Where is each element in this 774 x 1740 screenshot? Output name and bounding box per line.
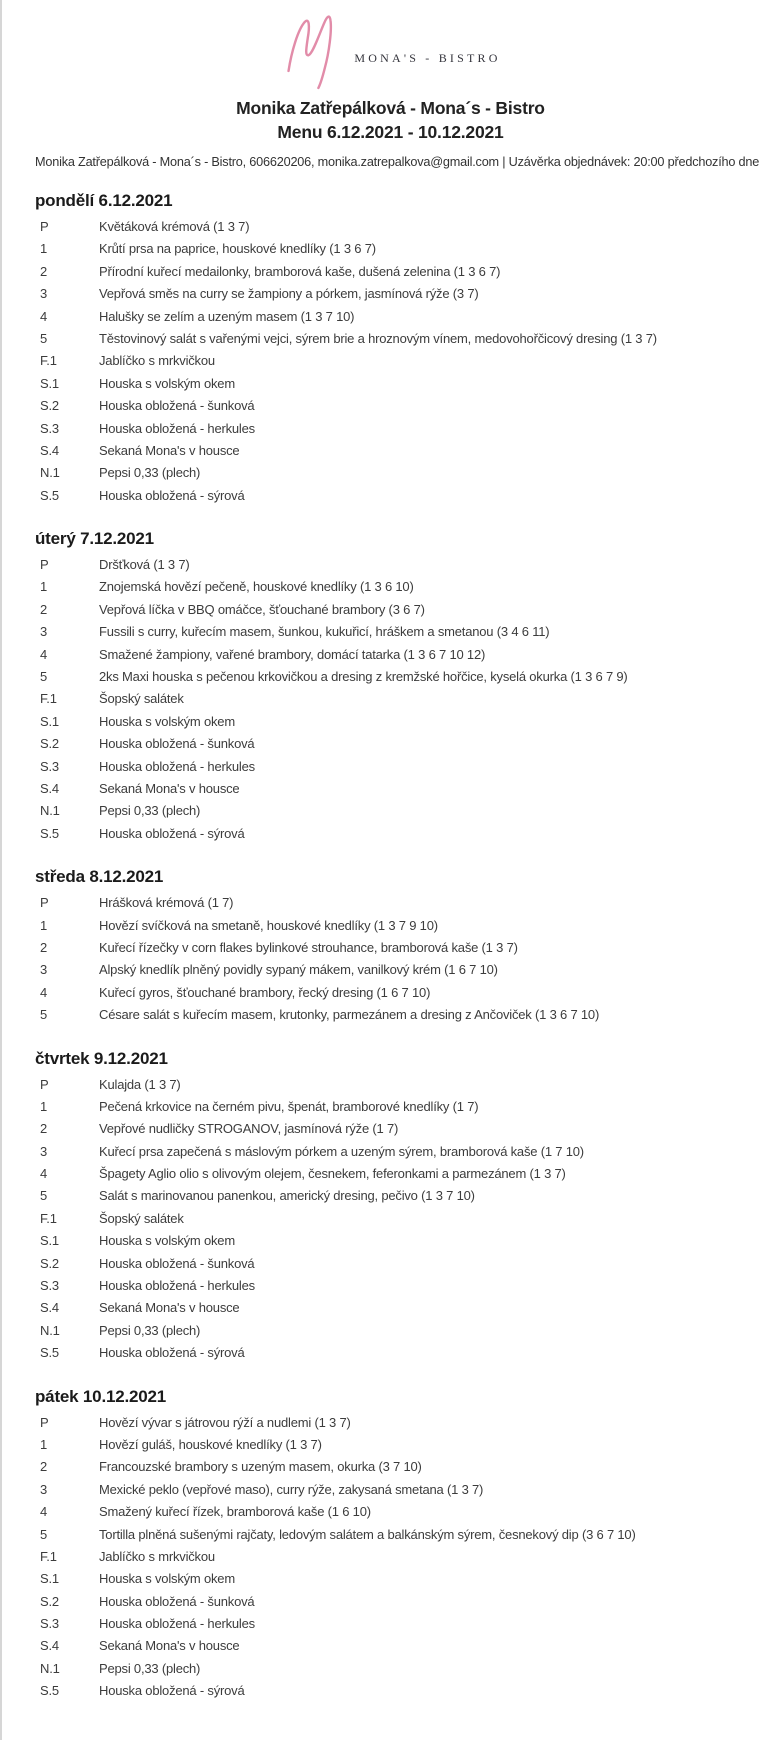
menu-row	[35, 915, 746, 937]
menu-row-code: P	[40, 1076, 49, 1092]
menu-row-description: Francouzské brambory s uzeným masem, okurka (3 7 10)	[99, 1459, 422, 1475]
day-title: pátek 10.12.2021	[35, 1386, 167, 1406]
menu-row-code: 2	[40, 263, 48, 279]
menu-row-description: Sekaná Mona's v housce	[99, 442, 240, 458]
menu-row-code: 4	[40, 1504, 48, 1520]
day-section	[35, 528, 746, 845]
logo	[35, 0, 746, 96]
menu-row-description: Květáková krémová (1 3 7)	[99, 219, 250, 234]
menu-row-code: 4	[40, 308, 48, 324]
menu-row	[35, 576, 746, 598]
menu-row-description: 2ks Maxi houska s pečenou krkovičkou a dresing z kremžské hořčice, kyselá okurka (1 3 6 7 9)	[99, 669, 628, 685]
menu-row-description: Smažené žampiony, vařené brambory, domácí tatarka (1 3 6 7 10 12)	[99, 646, 486, 662]
menu-row	[35, 1320, 746, 1342]
menu-row-description: Kulajda (1 3 7)	[99, 1076, 181, 1092]
menu-row-code: N.1	[40, 1660, 60, 1676]
menu-row-description: Kuřecí gyros, šťouchané brambory, řecký dresing (1 6 7 10)	[99, 984, 431, 1000]
menu-row-description: Halušky se zelím a uzeným masem (1 3 7 10)	[99, 308, 355, 324]
menu-row	[35, 823, 746, 845]
menu-row-description: Houska obložená - sýrová	[99, 825, 245, 841]
menu-row-code: S.1	[40, 1233, 59, 1249]
menu-row-code: 2	[40, 1459, 48, 1475]
menu-row-description: Césare salát s kuřecím masem, krutonky, parmezánem a dresing z Ančoviček (1 3 6 7 10)	[99, 1007, 600, 1023]
menu-row-description: Salát s marinovanou panenkou, americký dresing, pečivo (1 3 7 10)	[99, 1188, 475, 1204]
menu-row-description: Hrášková krémová (1 7)	[99, 895, 234, 911]
day-title: čtvrtek 9.12.2021	[35, 1048, 168, 1068]
menu-row-code: 2	[40, 601, 48, 617]
menu-row-description: Houska obložená - šunková	[99, 1593, 255, 1609]
menu-row-description: Pepsi 0,33 (plech)	[99, 1660, 201, 1676]
menu-row	[35, 599, 746, 621]
menu-row	[35, 1658, 746, 1680]
menu-row-code: S.4	[40, 780, 59, 796]
menu-row	[35, 395, 746, 417]
menu-row	[35, 283, 746, 305]
menu-row	[35, 1680, 746, 1702]
menu-row-description: Houska obložená - šunková	[99, 398, 255, 414]
day-title: středa 8.12.2021	[35, 867, 164, 887]
menu-row	[35, 1208, 746, 1230]
menu-row	[35, 644, 746, 666]
menu-row-code: S.1	[40, 1571, 59, 1587]
menu-row-code: 1	[40, 917, 48, 933]
menu-row	[35, 1546, 746, 1568]
menu-row	[35, 1074, 746, 1096]
menu-row	[35, 778, 746, 800]
menu-row	[35, 711, 746, 733]
menu-row	[35, 892, 746, 914]
menu-row-code: 5	[40, 1007, 48, 1023]
day-rows	[35, 1412, 746, 1703]
menu-row	[35, 1297, 746, 1319]
menu-row-code: P	[40, 1414, 49, 1430]
menu-row	[35, 216, 746, 238]
menu-row	[35, 1342, 746, 1364]
menu-row-code: S.2	[40, 398, 59, 414]
menu-row-code: P	[40, 557, 49, 573]
menu-row-description: Kuřecí řízečky v corn flakes bylinkové strouhance, bramborová kaše (1 3 7)	[99, 939, 518, 955]
menu-row-description: Houska s volským okem	[99, 1571, 235, 1587]
menu-row-description: Houska s volským okem	[99, 375, 235, 391]
menu-row	[35, 800, 746, 822]
menu-row-description: Pepsi 0,33 (plech)	[99, 1322, 201, 1338]
menu-row-code: S.5	[40, 1683, 59, 1699]
menu-row-code: S.4	[40, 1638, 59, 1654]
menu-row-description: Sekaná Mona's v housce	[99, 1300, 240, 1316]
menu-row-description: Houska obložená - sýrová	[99, 487, 245, 503]
menu-row-code: S.5	[40, 487, 59, 503]
menu-row-description: Houska s volským okem	[99, 713, 235, 729]
menu-row	[35, 1412, 746, 1434]
menu-row-description: Hovězí svíčková na smetaně, houskové knedlíky (1 3 7 9 10)	[99, 917, 438, 933]
menu-row-description: Vepřová směs na curry se žampiony a pórkem, jasmínová rýže (3 7)	[99, 286, 479, 302]
day-title: úterý 7.12.2021	[35, 529, 154, 549]
menu-row-code: 5	[40, 669, 48, 685]
menu-row-description: Houska obložená - šunková	[99, 1255, 255, 1271]
menu-days	[35, 190, 746, 1703]
menu-row-code: S.3	[40, 1616, 59, 1632]
menu-row-description: Houska s volským okem	[99, 1233, 235, 1249]
menu-row-code: S.5	[40, 1345, 59, 1361]
menu-row	[35, 1275, 746, 1297]
menu-row-code: F.1	[40, 691, 57, 707]
menu-row-description: Hovězí guláš, houskové knedlíky (1 3 7)	[99, 1436, 322, 1452]
menu-row	[35, 621, 746, 643]
brand-wordmark: MONA'S - BISTRO	[354, 50, 501, 65]
menu-row	[35, 688, 746, 710]
menu-row-code: S.1	[40, 713, 59, 729]
menu-row	[35, 1635, 746, 1657]
menu-row-description: Sekaná Mona's v housce	[99, 1638, 240, 1654]
menu-row	[35, 1591, 746, 1613]
menu-row-code: N.1	[40, 803, 60, 819]
menu-row	[35, 756, 746, 778]
page-title-line1: Monika Zatřepálková - Mona´s - Bistro	[236, 98, 545, 118]
menu-row	[35, 238, 746, 260]
menu-row-code: 1	[40, 579, 48, 595]
menu-row-description: Kuřecí prsa zapečená s máslovým pórkem a uzeným sýrem, bramborová kaše (1 7 10)	[99, 1143, 584, 1159]
menu-row-code: F.1	[40, 1548, 57, 1564]
contact-line: Monika Zatřepálková - Mona´s - Bistro, 606620206, monika.zatrepalkova@gmail.com | Uzávěrka objednávek: 20:00 předchozího dne	[35, 155, 760, 169]
menu-row-code: S.3	[40, 758, 59, 774]
menu-row-description: Šopský salátek	[99, 1210, 184, 1226]
menu-row-description: Houska obložená - herkules	[99, 1278, 255, 1294]
menu-row-code: 4	[40, 984, 48, 1000]
day-title: pondělí 6.12.2021	[35, 191, 173, 210]
menu-row	[35, 959, 746, 981]
menu-row-code: F.1	[40, 353, 57, 369]
menu-row	[35, 1524, 746, 1546]
menu-row-code: 2	[40, 1121, 48, 1137]
menu-row-code: 4	[40, 646, 48, 662]
menu-row-code: S.4	[40, 1300, 59, 1316]
menu-row-code: 5	[40, 1188, 48, 1204]
menu-row	[35, 1096, 746, 1118]
menu-row	[35, 350, 746, 372]
menu-row-description: Houska obložená - herkules	[99, 758, 255, 774]
menu-row-description: Pečená krkovice na černém pivu, špenát, bramborové knedlíky (1 7)	[99, 1098, 479, 1114]
menu-row-description: Vepřová líčka v BBQ omáčce, šťouchané brambory (3 6 7)	[99, 601, 425, 617]
menu-row-code: P	[40, 219, 49, 234]
menu-row	[35, 1185, 746, 1207]
menu-row-code: S.2	[40, 1255, 59, 1271]
menu-row-code: 3	[40, 286, 48, 302]
menu-row-code: 3	[40, 1143, 48, 1159]
menu-row-description: Špagety Aglio olio s olivovým olejem, česnekem, feferonkami a parmezánem (1 3 7)	[99, 1166, 566, 1182]
menu-row-code: 5	[40, 1526, 48, 1542]
menu-row	[35, 1434, 746, 1456]
menu-row	[35, 328, 746, 350]
menu-row-description: Šopský salátek	[99, 691, 184, 707]
menu-row-description: Jablíčko s mrkvičkou	[99, 353, 215, 369]
menu-row	[35, 1456, 746, 1478]
menu-row	[35, 733, 746, 755]
menu-row	[35, 485, 746, 507]
menu-row-code: S.1	[40, 375, 59, 391]
menu-row-description: Houska obložená - sýrová	[99, 1345, 245, 1361]
menu-row-description: Pepsi 0,33 (plech)	[99, 465, 201, 481]
menu-row-description: Pepsi 0,33 (plech)	[99, 803, 201, 819]
menu-row	[35, 1141, 746, 1163]
menu-row	[35, 1004, 746, 1026]
menu-document	[2, 0, 774, 1703]
menu-row-code: N.1	[40, 1322, 60, 1338]
menu-row-code: 1	[40, 1436, 48, 1452]
menu-row-code: S.2	[40, 1593, 59, 1609]
menu-row-code: 1	[40, 241, 48, 257]
page-title-line2: Menu 6.12.2021 - 10.12.2021	[277, 122, 504, 142]
menu-row	[35, 1253, 746, 1275]
menu-row-description: Jablíčko s mrkvičkou	[99, 1548, 215, 1564]
menu-row-code: P	[40, 895, 49, 911]
menu-row-description: Alpský knedlík plněný povidly sypaný mákem, vanilkový krém (1 6 7 10)	[99, 962, 498, 978]
menu-row	[35, 440, 746, 462]
menu-row-description: Těstovinový salát s vařenými vejci, sýrem brie a hroznovým vínem, medovohořčicový dresing (1 3 7)	[99, 330, 657, 346]
menu-row-description: Znojemská hovězí pečeně, houskové knedlíky (1 3 6 10)	[99, 579, 414, 595]
menu-row	[35, 1568, 746, 1590]
menu-row-code: 1	[40, 1098, 48, 1114]
menu-row	[35, 261, 746, 283]
day-section	[35, 866, 746, 1026]
day-rows	[35, 892, 746, 1026]
menu-row-description: Přírodní kuřecí medailonky, bramborová kaše, dušená zelenina (1 3 6 7)	[99, 263, 501, 279]
menu-row-code: S.3	[40, 420, 59, 436]
menu-row-description: Fussili s curry, kuřecím masem, šunkou, kukuřicí, hráškem a smetanou (3 4 6 11)	[99, 624, 550, 640]
menu-row-description: Sekaná Mona's v housce	[99, 780, 240, 796]
menu-row	[35, 1118, 746, 1140]
menu-row-description: Vepřové nudličky STROGANOV, jasmínová rýže (1 7)	[99, 1121, 399, 1137]
menu-row	[35, 418, 746, 440]
menu-row	[35, 554, 746, 576]
menu-row-code: F.1	[40, 1210, 57, 1226]
menu-row-code: S.2	[40, 736, 59, 752]
menu-row	[35, 937, 746, 959]
menu-row-code: 4	[40, 1166, 48, 1182]
menu-row-code: 5	[40, 330, 48, 346]
menu-row	[35, 1501, 746, 1523]
menu-row	[35, 982, 746, 1004]
menu-row-code: S.3	[40, 1278, 59, 1294]
menu-row-code: 3	[40, 624, 48, 640]
menu-row	[35, 373, 746, 395]
monas-m-logo-icon	[280, 12, 344, 90]
day-section	[35, 1048, 746, 1365]
menu-row	[35, 1613, 746, 1635]
day-section	[35, 1386, 746, 1703]
day-rows	[35, 216, 746, 507]
menu-row	[35, 462, 746, 484]
day-rows	[35, 554, 746, 845]
menu-row-description: Houska obložená - šunková	[99, 736, 255, 752]
menu-row-code: 3	[40, 1481, 48, 1497]
day-section	[35, 190, 746, 507]
menu-row	[35, 1163, 746, 1185]
menu-row	[35, 1230, 746, 1252]
menu-row-description: Houska obložená - herkules	[99, 1616, 255, 1632]
menu-row-description: Hovězí vývar s játrovou rýží a nudlemi (1 3 7)	[99, 1414, 351, 1430]
menu-row-description: Tortilla plněná sušenými rajčaty, ledovým salátem a balkánským sýrem, česnekový dip (3 6 7 10)	[99, 1526, 636, 1542]
menu-row-description: Dršťková (1 3 7)	[99, 557, 190, 573]
menu-row	[35, 666, 746, 688]
menu-row-code: S.4	[40, 442, 59, 458]
menu-row-description: Houska obložená - herkules	[99, 420, 255, 436]
menu-row-code: S.5	[40, 825, 59, 841]
menu-row	[35, 1479, 746, 1501]
menu-row-description: Smažený kuřecí řízek, bramborová kaše (1 6 10)	[99, 1504, 371, 1520]
menu-row-description: Mexické peklo (vepřové maso), curry rýže, zakysaná smetana (1 3 7)	[99, 1481, 484, 1497]
menu-row-description: Krůtí prsa na paprice, houskové knedlíky (1 3 6 7)	[99, 241, 376, 257]
day-rows	[35, 1074, 746, 1365]
menu-row-code: 2	[40, 939, 48, 955]
menu-row-code: 3	[40, 962, 48, 978]
menu-row	[35, 306, 746, 328]
menu-row-code: N.1	[40, 465, 60, 481]
menu-row-description: Houska obložená - sýrová	[99, 1683, 245, 1699]
